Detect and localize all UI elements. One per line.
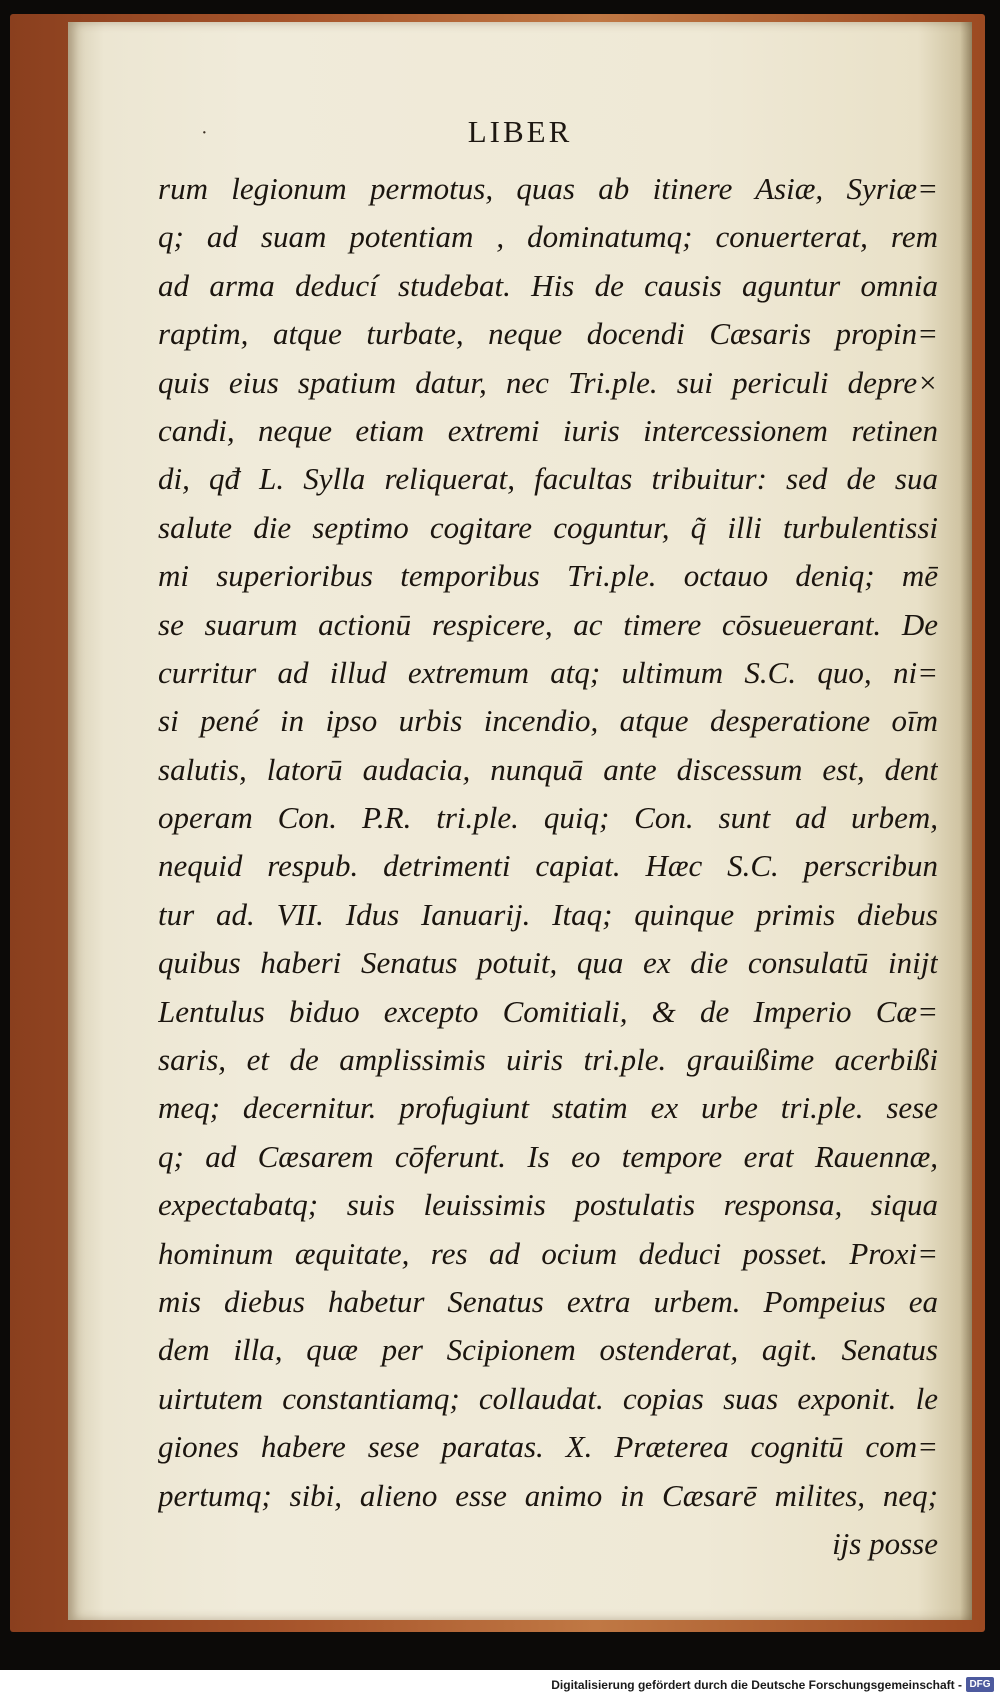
text-line: tur ad. VII. Idus Ianuarij. Itaq; quinque primis diebus [158,896,938,932]
text-line: Lentulus biduo excepto Comitiali, & de Imperio Cæ= [158,993,938,1029]
text-line: saris, et de amplissimis uiris tri.ple. grauißime acerbißi [158,1042,938,1078]
text-line: si pené in ipso urbis incendio, atque desperatione oīm [158,703,938,739]
text-line: operam Con. P.R. tri.ple. quiq; Con. sunt ad urbem, [158,800,938,836]
running-head: LIBER [467,114,573,149]
text-line: mis diebus habetur Senatus extra urbem. Pompeius ea [158,1283,938,1319]
text-line: giones habere sese paratas. X. Præterea cognitū com= [158,1429,938,1465]
text-line: expectabatq; suis leuissimis postulatis responsa, siqua [158,1187,938,1223]
funding-credit: Digitalisierung gefördert durch die Deutsche Forschungsgemeinschaft - [551,1678,962,1692]
ink-mark: · [201,122,208,144]
text-line: quis eius spatium datur, nec Tri.ple. sui periculi depre× [158,364,938,400]
text-line: hominum æquitate, res ad ocium deduci posset. Proxi= [158,1235,938,1271]
text-line: quibus haberi Senatus potuit, qua ex die consulatū inijt [158,945,938,981]
text-line: rum legionum permotus, quas ab itinere Asiæ, Syriæ= [158,171,938,206]
text-line: candi, neque etiam extremi iuris intercessionem retinen [158,412,938,448]
text-line: salute die septimo cogitare coguntur, q̃ illi turbulentissi [158,509,938,545]
text-line: mi superioribus temporibus Tri.ple. octauo deniq; mē [158,558,938,594]
text-line: ad arma deducí studebat. His de causis aguntur omnia [158,267,938,303]
text-line: di, qđ L. Sylla reliquerat, facultas tribuitur: sed de sua [158,461,938,497]
page-gutter-shadow [960,22,972,1620]
page-text [158,165,938,1568]
catchword-line: ijs posse [832,1525,938,1561]
book-page [68,22,972,1620]
text-line: q; ad suam potentiam , dominatumq; conuerterat, rem [158,219,938,255]
text-line: salutis, latorū audacia, nunquā ante discessum est, dent [158,751,938,787]
text-line: meq; decernitur. profugiunt statim ex urbe tri.ple. sese [158,1090,938,1126]
text-line: dem illa, quæ per Scipionem ostenderat, agit. Senatus [158,1332,938,1368]
text-line: pertumq; sibi, alieno esse animo in Cæsarē milites, neq; [158,1477,938,1513]
text-line: nequid respub. detrimenti capiat. Hæc S.C. perscribun [158,848,938,884]
text-line: q; ad Cæsarem cōferunt. Is eo tempore erat Rauennæ, [158,1138,938,1174]
digitization-footer [0,1670,1000,1700]
text-line: curritur ad illud extremum atq; ultimum S.C. quo, ni= [158,654,938,690]
text-line: uirtutem constantiamq; collaudat. copias suas exponit. le [158,1380,938,1416]
dfg-logo-icon: DFG [966,1677,994,1692]
text-line: se suarum actionū respicere, ac timere cōsueuerant. De [158,606,938,642]
text-line: raptim, atque turbate, neque docendi Cæsaris propin= [158,316,938,352]
